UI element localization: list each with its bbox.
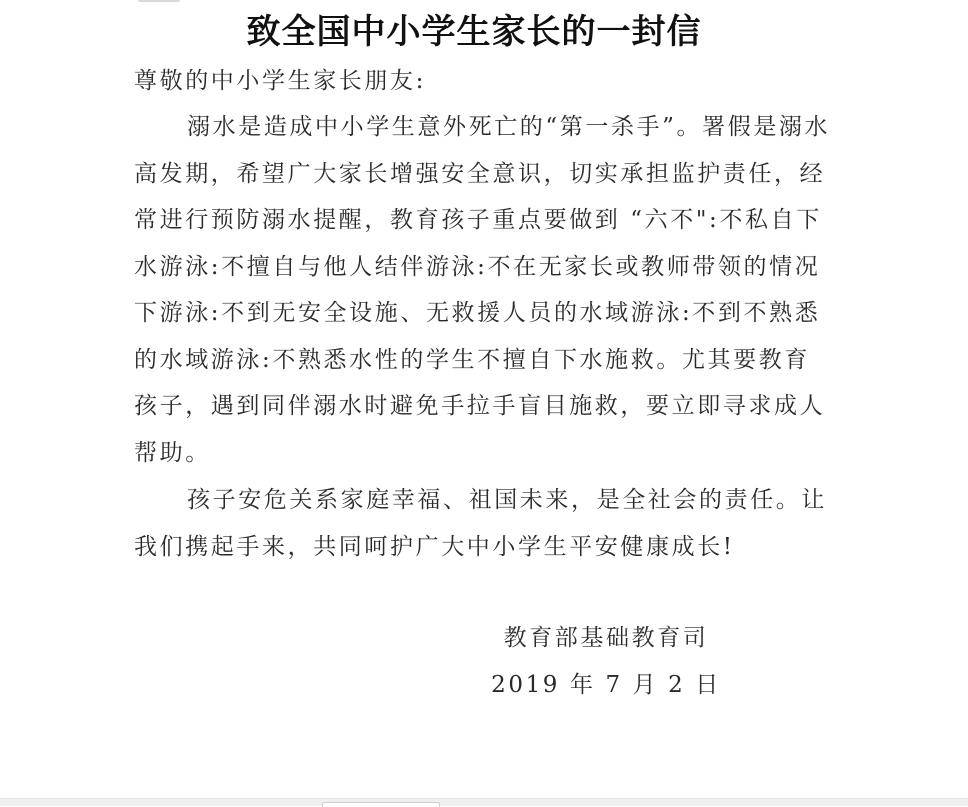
letter-paragraph-1: 溺水是造成中小学生意外死亡的“第一杀手”。署假是溺水高发期，希望广大家长增强安全意识，切实承担监护责任，经常进行预防溺水提醒，教育孩子重点要做到 “六不":不私自下水游泳:不擅自与他人结伴游泳:不在无家长或教师带领的情况下游泳:不到无安全设施、无救援人员的水域游泳:不到不熟悉的水域游泳:不熟悉水性的学生不擅自下水施救。尤其要教育孩子，遇到同伴溺水时避免手拉手盲目施救，要立即寻求成人帮助。 [134,114,831,466]
page-edge-mark [138,0,180,2]
letter-salutation: 尊敬的中小学生家长朋友: [134,68,426,94]
signature-organization: 教育部基础教育司 [503,625,709,651]
signature-date: 2019 年 7 月 2 日 [491,672,721,698]
letter-paragraph-2: 孩子安危关系家庭幸福、祖国未来，是全社会的责任。让我们携起手来，共同呵护广大中小学生平安健康成长! [134,487,827,560]
letter-title: 致全国中小学生家长的一封信 [246,12,702,52]
